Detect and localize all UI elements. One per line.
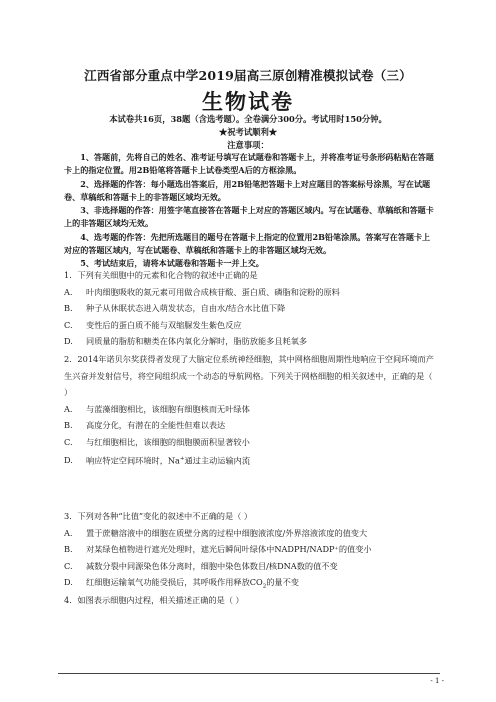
question-1 <box>64 267 436 350</box>
question-stem: 3．下列对各种“比值”变化的叙述中不正确的是（ ） <box>64 511 253 521</box>
subject-title: 生物试卷 <box>202 89 294 114</box>
option-c: C. 与红细胞相比，该细胞的细胞膜面积显著较小 <box>64 436 250 447</box>
notes-heading: 注意事项： <box>227 140 269 150</box>
option-b: B. 对某绿色植物进行遮光处理时，遮光后瞬间叶绿体中NADPH/NADP⁺的值变小 <box>64 544 372 555</box>
exam-title: 江西省部分重点中学2019届高三原创精准模拟试卷（三） <box>84 68 412 83</box>
question-2 <box>64 351 436 469</box>
option-b: B. 高度分化，有潜在的全能性但难以表达 <box>64 420 226 431</box>
question-stem: 4．如图表示细胞内过程，相关描述正确的是（ ） <box>64 595 244 605</box>
option-a: A. 置于蔗糖溶液中的细胞在质壁分离的过程中细胞液浓度/外界溶液浓度的值变大 <box>64 527 368 538</box>
question-3 <box>64 508 436 596</box>
option-b: B. 种子从休眠状态进入萌发状态，自由水/结合水比值下降 <box>64 303 286 314</box>
question-4 <box>64 592 436 609</box>
option-d: D. 响应特定空间环境时，Na+通过主动运输内流 <box>64 455 251 466</box>
note-item: 3、非选择题的作答：用签字笔直接答在答题卡上对应的答题区域内。写在试题卷、草稿纸和答题卡上的非答题区域均无效。 <box>64 205 434 229</box>
option-a: A. 与蓝藻细胞相比，该细胞有细胞核而无叶绿体 <box>64 403 250 414</box>
option-c: C. 减数分裂中同源染色体分离时，细胞中染色体数目/核DNA数的值不变 <box>64 560 338 571</box>
good-luck-line: ★祝考试顺利★ <box>218 127 278 137</box>
footer-rule <box>58 673 440 674</box>
option-d: D. 同质量的脂肪和糖类在体内氧化分解时，脂肪放能多且耗氧多 <box>64 336 308 347</box>
option-d: D. 红细胞运输氧气功能受损后，其呼吸作用释放$CO_2$的量不变 <box>64 577 299 591</box>
note-item: 2、选择题的作答：每小题选出答案后，用2B铅笔把答题卡上对应题目的答案标号涂黑，写在试题卷、草稿纸和答题卡上的非答题区域均无效。 <box>64 178 431 202</box>
option-a: A. 叶肉细胞吸收的氮元素可用做合成核苷酸、蛋白质、磷脂和淀粉的原料 <box>64 286 340 297</box>
exam-info: 本试卷共16页，38题（含选考题）。全卷满分300分。考试用时150分钟。 <box>109 114 387 124</box>
note-item: 4、选考题的作答：先把所选题目的题号在答题卡上指定的位置用2B铅笔涂黑。答案写在答题卡上对应的答题区域内，写在试题卷、草稿纸和答题卡上的非答题区域均无效。 <box>64 231 431 256</box>
option-c: C. 变性后的蛋白质不能与双缩脲发生紫色反应 <box>64 319 242 330</box>
question-stem: 1．下列有关细胞中的元素和化合物的叙述中正确的是 <box>64 270 258 280</box>
page-number: - 1 - <box>430 677 444 685</box>
question-stem: 2．2014年诺贝尔奖获得者发现了大脑定位系统神经细胞，其中网格细胞周期性地响应于空间环境而产生兴奋并发射信号，将空间组织成一个动态的导航网格。下列关于网格细胞的相关叙述中，正确的是（ ） <box>64 354 434 398</box>
note-item: 5、考试结束后，请将本试题卷和答题卡一并上交。 <box>80 258 264 269</box>
notes-block <box>64 151 436 271</box>
note-item: 1、答题前，先将自己的姓名、准考证号填写在试题卷和答题卡上，并将准考证号条形码粘贴在答题卡上的指定位置。用2B铅笔将答题卡上试卷类型A后的方框涂黑。 <box>64 152 434 176</box>
